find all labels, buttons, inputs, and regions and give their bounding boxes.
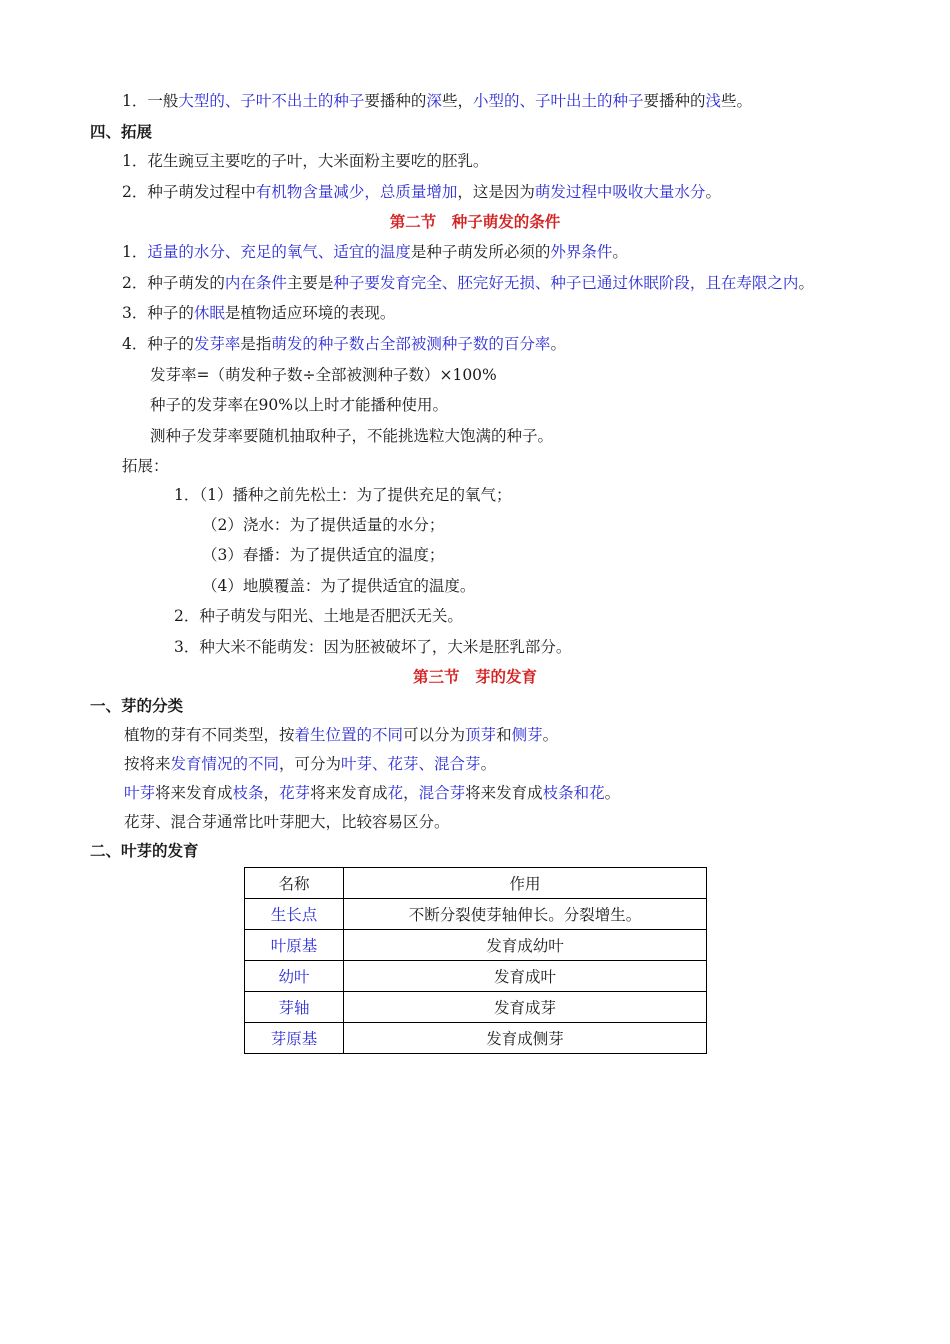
extension-item-2 [122, 182, 721, 202]
highlight-run: 发育情况的不同 [170, 755, 280, 773]
condition-item-3 [122, 303, 395, 323]
extension-sub-item-1 [174, 485, 512, 505]
part-function-cell: 发育成叶 [344, 961, 707, 992]
leaf-bud-parts-table [244, 867, 707, 1054]
part-name-cell: 芽轴 [245, 992, 344, 1023]
item-number: 1． [122, 152, 148, 170]
bud-comparison-paragraph: 花芽、混合芽通常比叶芽肥大，比较容易区分。 [124, 813, 450, 831]
highlight-run: 萌发过程中吸收大量水分 [534, 183, 706, 201]
bud-type-paragraph [124, 725, 558, 745]
text-run: 种子萌发的 [147, 274, 225, 292]
item-number: 2． [174, 607, 200, 625]
part-function-cell: 发育成芽 [344, 992, 707, 1023]
text-run: 要播种的 [643, 92, 706, 110]
text-run: 可以分为 [403, 726, 466, 744]
highlight-run: 大型的、子叶不出土的种子 [178, 92, 365, 110]
heading-bud-classification: 一、芽的分类 [90, 696, 184, 715]
part-name-cell: 幼叶 [245, 961, 344, 992]
extension-sub-item-1-2: （2）浇水：为了提供适量的水分； [202, 516, 445, 534]
text-run: 种子萌发过程中 [147, 183, 256, 201]
highlight-run: 小型的、子叶出土的种子 [472, 92, 644, 110]
text-run: 。 [550, 335, 566, 353]
text-run: 植物的芽有不同类型，按 [124, 726, 295, 744]
text-run: 将来发育成 [155, 784, 233, 802]
section-title-bud-development: 第三节 芽的发育 [412, 667, 537, 686]
condition-item-1 [122, 242, 628, 262]
text-run: 。 [705, 183, 721, 201]
text-run: 是种子萌发所必须的 [410, 243, 551, 261]
condition-item-4 [122, 334, 566, 354]
text-run: 种子的 [147, 335, 194, 353]
highlight-run: 枝条 [232, 784, 264, 802]
text-run: 是植物适应环境的表现。 [224, 304, 396, 322]
table-row [245, 992, 707, 1023]
part-function-cell: 发育成幼叶 [344, 930, 707, 961]
table-row [245, 1023, 707, 1054]
highlight-run: 深 [426, 92, 442, 110]
highlight-run: 混合芽 [418, 784, 466, 802]
extension-item-1 [122, 151, 488, 171]
highlight-run: 花芽 [279, 784, 311, 802]
heading-leaf-bud-development: 二、叶芽的发育 [90, 841, 199, 860]
table-row [245, 961, 707, 992]
item-number: 2． [122, 274, 148, 292]
text-run: ， [263, 784, 280, 802]
bud-development-paragraph [124, 754, 496, 774]
text-run: ， [403, 784, 419, 802]
text-run: 。 [542, 726, 559, 744]
extension-sub-item-2 [174, 606, 463, 626]
table-row [245, 899, 707, 930]
sampling-note: 测种子发芽率要随机抽取种子，不能挑选粒大饱满的种子。 [150, 427, 554, 445]
highlight-run: 花 [387, 784, 404, 802]
text-run: 要播种的 [364, 92, 427, 110]
text-run: 按将来 [124, 755, 171, 773]
item-number: 1． [174, 486, 200, 504]
highlight-run: 种子要发育完全、胚完好无损、种子已通过休眠阶段，且在寿限之内 [333, 274, 799, 292]
text-run: 是指 [240, 335, 272, 353]
part-function-cell: 不断分裂使芽轴伸长。分裂增生。 [344, 899, 707, 930]
item-number: 3． [174, 638, 200, 656]
highlight-run: 外界条件 [550, 243, 613, 261]
part-function-cell: 发育成侧芽 [344, 1023, 707, 1054]
text-run: 。 [612, 243, 628, 261]
condition-item-2 [122, 273, 814, 293]
highlight-run: 萌发的种子数占全部被测种子数的百分率 [271, 335, 551, 353]
text-run: 。 [798, 274, 814, 292]
text-run: 将来发育成 [310, 784, 388, 802]
column-header-name: 名称 [245, 868, 344, 899]
text-run: 种大米不能萌发：因为胚被破坏了，大米是胚乳部分。 [199, 638, 572, 656]
item-number: 3． [122, 304, 148, 322]
item-number: 2． [122, 183, 148, 201]
sowing-depth-item [122, 91, 752, 111]
text-run: 将来发育成 [465, 784, 543, 802]
highlight-run: 叶芽、花芽、混合芽 [341, 755, 481, 773]
text-run: 一般 [147, 92, 179, 110]
bud-outcome-paragraph [124, 783, 620, 803]
text-run: 些， [441, 92, 473, 110]
germination-rate-formula: 发芽率=（萌发种子数÷全部被测种子数）×100% [150, 366, 497, 384]
item-number: 1． [122, 92, 148, 110]
highlight-run: 着生位置的不同 [294, 726, 404, 744]
extension-sub-item-1-4: （4）地膜覆盖：为了提供适宜的温度。 [202, 577, 476, 595]
highlight-run: 叶芽 [124, 784, 156, 802]
table-header-row [245, 868, 707, 899]
text-run: 种子的 [147, 304, 194, 322]
text-run: ，可分为 [279, 755, 342, 773]
text-run: （1）播种之前先松土：为了提供充足的氧气； [199, 486, 512, 504]
extension-sub-item-3 [174, 637, 571, 657]
text-run: 主要是 [286, 274, 334, 292]
heading-extension: 四、拓展 [90, 122, 153, 141]
highlight-run: 枝条和花 [542, 784, 605, 802]
germination-rate-note: 种子的发芽率在90%以上时才能播种使用。 [150, 396, 448, 414]
column-header-function: 作用 [344, 868, 707, 899]
highlight-run: 内在条件 [224, 274, 287, 292]
highlight-run: 适量的水分、充足的氧气、适宜的温度 [147, 243, 411, 261]
highlight-run: 侧芽 [511, 726, 543, 744]
highlight-run: 顶芽 [465, 726, 497, 744]
item-number: 1． [122, 243, 148, 261]
text-run: 和 [496, 726, 512, 744]
highlight-run: 浅 [705, 92, 721, 110]
text-run: 些。 [721, 92, 753, 110]
part-name-cell: 生长点 [245, 899, 344, 930]
item-number: 4． [122, 335, 148, 353]
part-name-cell: 叶原基 [245, 930, 344, 961]
highlight-run: 休眠 [193, 304, 225, 322]
highlight-run: 发芽率 [193, 335, 241, 353]
text-run: 。 [604, 784, 621, 802]
text-run: 。 [480, 755, 497, 773]
text-run: 花生豌豆主要吃的子叶，大米面粉主要吃的胚乳。 [147, 152, 489, 170]
text-run: 种子萌发与阳光、土地是否肥沃无关。 [199, 607, 463, 625]
extension-sub-item-1-3: （3）春播：为了提供适宜的温度； [202, 546, 445, 564]
section-title-germination: 第二节 种子萌发的条件 [389, 212, 561, 231]
part-name-cell: 芽原基 [245, 1023, 344, 1054]
text-run: ，这是因为 [457, 183, 535, 201]
table-row [245, 930, 707, 961]
extension-label: 拓展： [122, 457, 169, 475]
highlight-run: 有机物含量减少，总质量增加 [255, 183, 458, 201]
